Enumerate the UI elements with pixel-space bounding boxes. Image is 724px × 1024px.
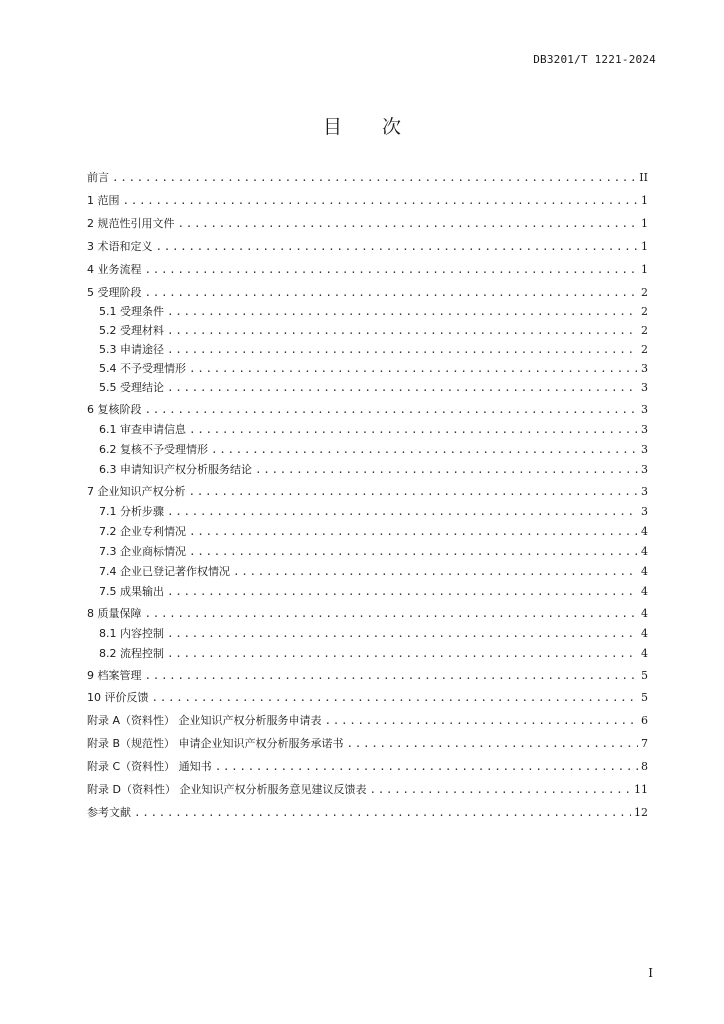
toc-entry-label: 5.2 受理材料 [99, 324, 164, 337]
toc-entry-page: 3 [641, 423, 648, 436]
toc-leader-dots [145, 606, 639, 622]
toc-entry-page: 7 [641, 737, 648, 750]
toc-leader-dots [189, 422, 638, 438]
toc-leader-dots [167, 646, 638, 662]
toc-entry-label: 9 档案管理 [87, 669, 142, 682]
toc-entry-page: 5 [641, 691, 648, 704]
toc-entry-label: 7.4 企业已登记著作权情况 [99, 565, 230, 578]
toc-entry-page: 3 [641, 485, 648, 498]
toc-entry-page: II [639, 171, 648, 184]
toc-entry-label: 1 范围 [87, 194, 120, 207]
toc-entry-label: 7.1 分析步骤 [99, 505, 164, 518]
toc-leader-dots [189, 484, 639, 500]
toc-leader-dots [189, 524, 638, 540]
footer-page-number: I [648, 966, 653, 980]
toc-entry-label: 参考文献 [87, 806, 131, 819]
toc-entry-page: 8 [641, 760, 648, 773]
toc-entry-label: 前言 [87, 171, 109, 184]
toc-entry[interactable] [87, 262, 648, 278]
toc-entry-page: 3 [641, 403, 648, 416]
toc-leader-dots [145, 262, 639, 278]
toc-entry-label: 7 企业知识产权分析 [87, 485, 186, 498]
toc-entry-page: 3 [641, 463, 648, 476]
toc-leader-dots [178, 216, 639, 232]
toc-entry[interactable] [87, 285, 648, 301]
toc-entry[interactable] [87, 782, 648, 798]
toc-entry-page: 3 [641, 505, 648, 518]
toc-leader-dots [325, 713, 638, 729]
toc-entry-label: 8 质量保障 [87, 607, 142, 620]
toc-leader-dots [152, 690, 639, 706]
toc-entry-page: 2 [641, 286, 648, 299]
toc-entry[interactable] [87, 759, 648, 775]
toc-entry-page: 4 [641, 627, 648, 640]
toc-entry[interactable] [87, 668, 648, 684]
toc-entry[interactable] [87, 170, 648, 186]
toc-entry-label: 7.5 成果输出 [99, 585, 164, 598]
toc-leader-dots [167, 304, 638, 320]
toc-entry[interactable] [87, 361, 648, 377]
toc-leader-dots [167, 380, 638, 396]
toc-entry[interactable] [87, 402, 648, 418]
toc-leader-dots [167, 626, 638, 642]
toc-entry-label: 6 复核阶段 [87, 403, 142, 416]
toc-entry[interactable] [87, 422, 648, 438]
toc-leader-dots [112, 170, 636, 186]
toc-entry[interactable] [87, 504, 648, 520]
toc-entry[interactable] [87, 606, 648, 622]
toc-leader-dots [123, 193, 639, 209]
toc-entry-label: 8.2 流程控制 [99, 647, 164, 660]
toc-entry[interactable] [87, 442, 648, 458]
toc-entry-label: 5 受理阶段 [87, 286, 142, 299]
toc-entry[interactable] [87, 216, 648, 232]
toc-entry-label: 7.3 企业商标情况 [99, 545, 186, 558]
toc-entry-label: 6.1 审查申请信息 [99, 423, 186, 436]
toc-leader-dots [189, 361, 638, 377]
toc-entry-page: 1 [641, 217, 648, 230]
toc-entry[interactable] [87, 805, 648, 821]
toc-entry[interactable] [87, 323, 648, 339]
toc-entry[interactable] [87, 544, 648, 560]
toc-entry[interactable] [87, 304, 648, 320]
toc-leader-dots [156, 239, 639, 255]
toc-entry-page: 2 [641, 343, 648, 356]
toc-entry-label: 附录 C（资料性） 通知书 [87, 760, 212, 773]
toc-entry-page: 4 [641, 585, 648, 598]
document-code: DB3201/T 1221-2024 [533, 53, 656, 66]
page-title: 目次 [322, 116, 441, 138]
toc-leader-dots [255, 462, 638, 478]
toc-entry-label: 附录 B（规范性） 申请企业知识产权分析服务承诺书 [87, 737, 344, 750]
toc-entry-label: 4 业务流程 [87, 263, 142, 276]
toc-leader-dots [134, 805, 631, 821]
toc-leader-dots [167, 584, 638, 600]
toc-entry-label: 6.2 复核不予受理情形 [99, 443, 208, 456]
toc-entry-page: 12 [634, 806, 648, 819]
toc-entry-label: 6.3 申请知识产权分析服务结论 [99, 463, 252, 476]
toc-entry-page: 4 [641, 525, 648, 538]
toc-entry[interactable] [87, 646, 648, 662]
toc-entry-label: 5.1 受理条件 [99, 305, 164, 318]
toc-entry[interactable] [87, 690, 648, 706]
toc-entry-page: 3 [641, 381, 648, 394]
toc-entry-label: 附录 A（资料性） 企业知识产权分析服务申请表 [87, 714, 322, 727]
toc-entry[interactable] [87, 193, 648, 209]
toc-leader-dots [167, 504, 638, 520]
toc-entry-label: 附录 D（资料性） 企业知识产权分析服务意见建议反馈表 [87, 783, 367, 796]
toc-entry[interactable] [87, 380, 648, 396]
toc-entry-page: 11 [634, 783, 648, 796]
toc-leader-dots [369, 782, 631, 798]
toc-leader-dots [189, 544, 638, 560]
toc-leader-dots [145, 402, 639, 418]
toc-entry-label: 2 规范性引用文件 [87, 217, 175, 230]
toc-leader-dots [233, 564, 638, 580]
toc-entry[interactable] [87, 524, 648, 540]
toc-leader-dots [167, 342, 638, 358]
toc-entry-page: 4 [641, 565, 648, 578]
toc-entry-page: 2 [641, 324, 648, 337]
toc-entry-page: 4 [641, 607, 648, 620]
toc-entry-page: 2 [641, 305, 648, 318]
toc-entry-page: 5 [641, 669, 648, 682]
table-of-contents [87, 170, 648, 821]
toc-entry-page: 4 [641, 647, 648, 660]
toc-entry-page: 6 [641, 714, 648, 727]
toc-entry-label: 5.5 受理结论 [99, 381, 164, 394]
toc-entry[interactable] [87, 584, 648, 600]
toc-entry[interactable] [87, 713, 648, 729]
toc-entry[interactable] [87, 736, 648, 752]
toc-entry-page: 3 [641, 443, 648, 456]
toc-entry[interactable] [87, 342, 648, 358]
toc-entry-page: 3 [641, 362, 648, 375]
toc-leader-dots [145, 285, 639, 301]
toc-leader-dots [347, 736, 638, 752]
toc-entry-label: 5.4 不予受理情形 [99, 362, 186, 375]
toc-leader-dots [167, 323, 638, 339]
toc-entry-label: 5.3 申请途径 [99, 343, 164, 356]
toc-entry-label: 3 术语和定义 [87, 240, 153, 253]
toc-leader-dots [215, 759, 638, 775]
toc-entry-page: 4 [641, 545, 648, 558]
toc-entry[interactable] [87, 564, 648, 580]
toc-entry[interactable] [87, 484, 648, 500]
toc-entry[interactable] [87, 462, 648, 478]
toc-leader-dots [211, 442, 638, 458]
toc-entry[interactable] [87, 239, 648, 255]
toc-entry-label: 8.1 内容控制 [99, 627, 164, 640]
toc-entry-page: 1 [641, 263, 648, 276]
toc-entry-page: 1 [641, 194, 648, 207]
toc-entry-label: 7.2 企业专利情况 [99, 525, 186, 538]
toc-leader-dots [145, 668, 639, 684]
toc-entry-label: 10 评价反馈 [87, 691, 149, 704]
toc-entry[interactable] [87, 626, 648, 642]
toc-entry-page: 1 [641, 240, 648, 253]
